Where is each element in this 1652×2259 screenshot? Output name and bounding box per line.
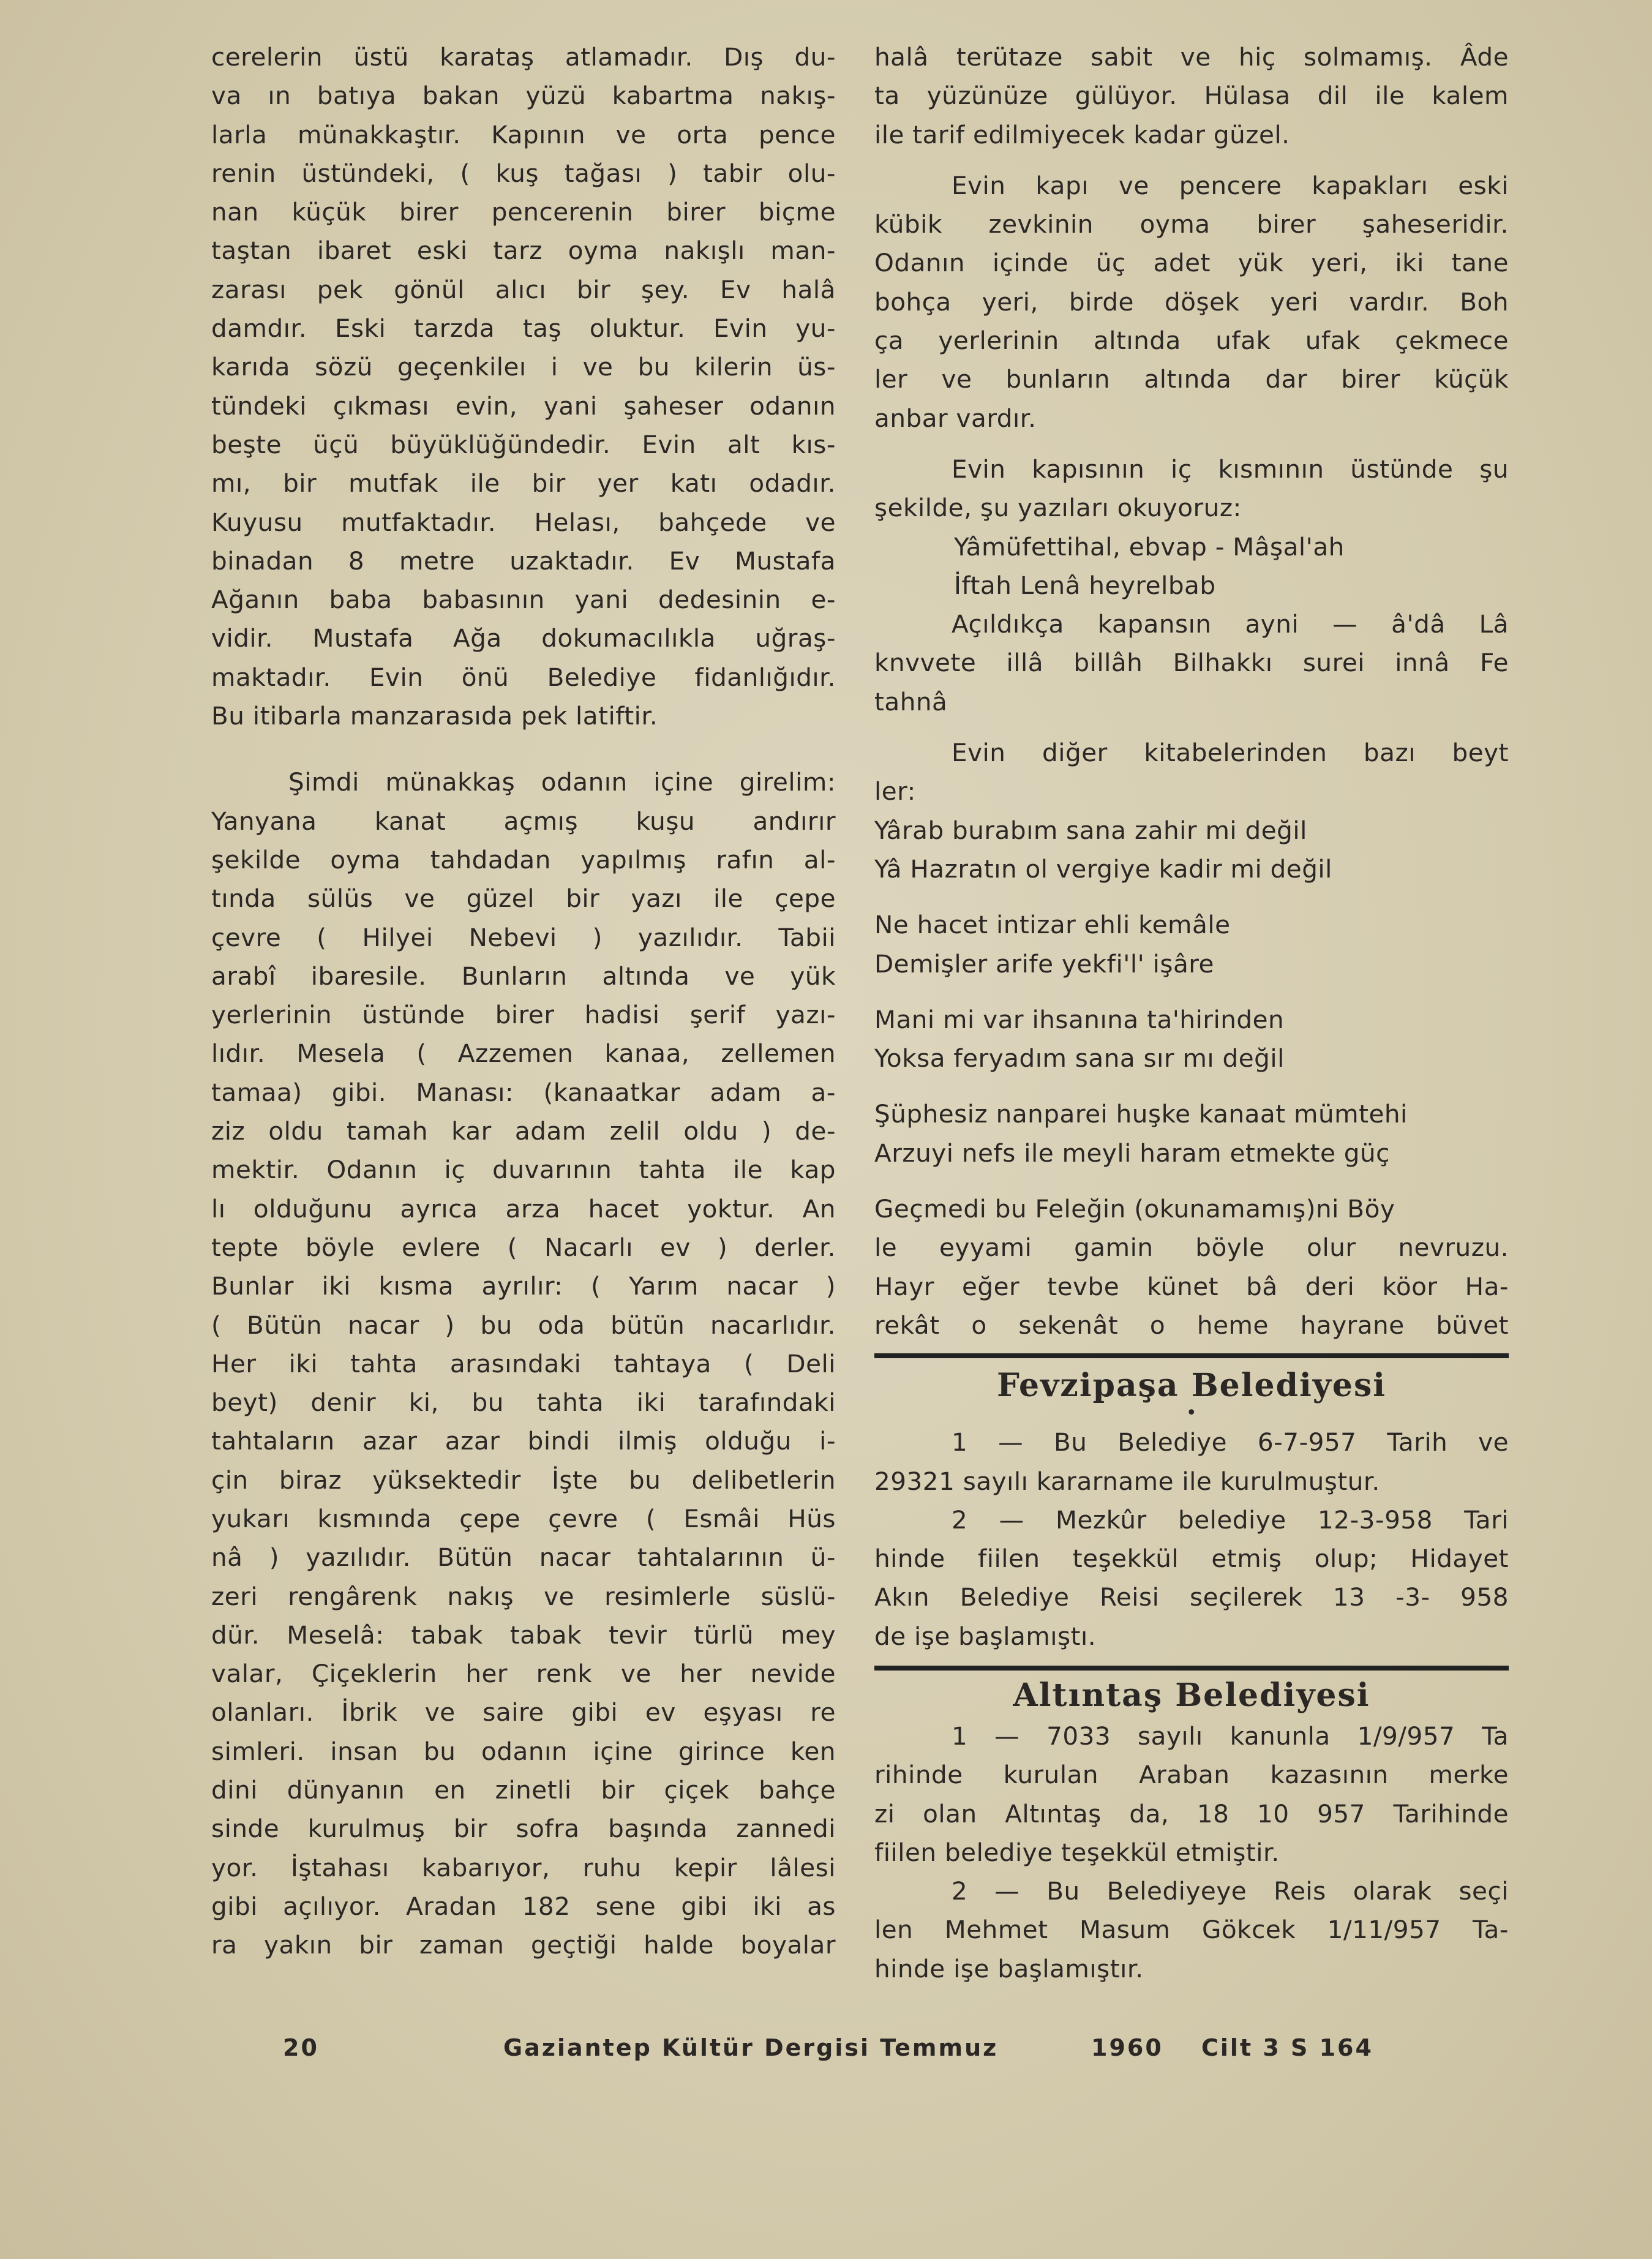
right-column — [874, 38, 1509, 1988]
text-line: beşte üçü büyüklüğündedir. Evin alt kıs- — [211, 429, 836, 459]
text-line: larla münakkaştır. Kapının ve orta pence — [211, 119, 836, 149]
text-line: kübik zevkinin oyma birer şaheseridir. — [874, 209, 1509, 239]
text-line: Evin kapısının iç kısmının üstünde şu — [952, 454, 1509, 484]
inscription-line: İftah Lenâ heyrelbab — [954, 570, 1216, 600]
right-paragraph-1 — [874, 38, 1509, 167]
text-line: taştan ibaret eski tarz oyma nakışlı man- — [211, 236, 836, 266]
door-inscription — [874, 528, 1509, 606]
text-line: knvvete illâ billâh Bilhakkı surei innâ Fe — [874, 648, 1509, 678]
verse-stanza — [874, 1095, 1509, 1173]
left-paragraph-2 — [211, 763, 836, 1964]
text-line: Evin diğer kitabelerinden bazı beyt — [952, 738, 1509, 768]
text-line: dür. Meselâ: tabak tabak tevir türlü mey — [211, 1620, 836, 1650]
verse-line: Hayr eğer tevbe künet bâ deri köor Ha- — [874, 1271, 1509, 1301]
text-line: ler ve bunların altında dar birer küçük — [874, 364, 1509, 394]
item-line: de işe başlamıştı. — [874, 1621, 1097, 1651]
text-line: Evin kapı ve pencere kapakları eski — [952, 170, 1509, 200]
left-paragraph-1 — [211, 38, 836, 735]
item-line: 2 — Mezkûr belediye 12-3-958 Tari — [952, 1505, 1509, 1535]
item-line: len Mehmet Masum Gökcek 1/11/957 Ta- — [874, 1915, 1509, 1945]
text-line: ler: — [874, 776, 916, 806]
text-line: ziz oldu tamah kar adam zelil oldu ) de- — [211, 1116, 836, 1146]
text-line: anbar vardır. — [874, 403, 1037, 433]
text-line: yor. İştahası kabarıyor, ruhu kepir lâlesi — [211, 1852, 836, 1882]
journal-name: Gaziantep Kültür Dergisi Temmuz — [503, 2034, 999, 2061]
page-footer — [283, 2034, 1397, 2061]
fevzipasa-items — [874, 1423, 1509, 1656]
left-column — [211, 38, 836, 1965]
text-line: Açıldıkça kapansın ayni — â'dâ Lâ — [952, 609, 1509, 639]
text-line: şekilde, şu yazıları okuyoruz: — [874, 493, 1242, 523]
verse-line: Yârab burabım sana zahir mi değil — [874, 815, 1307, 845]
text-line: Yanyana kanat açmış kuşu andırır — [211, 806, 836, 836]
verse-line: rekât o sekenât o heme hayrane büvet — [874, 1310, 1509, 1340]
bullet-dot: • — [1185, 1402, 1198, 1424]
text-line: cerelerin üstü karataş atlamadır. Dış du- — [211, 42, 836, 72]
verse-line: Şüphesiz nanparei huşke kanaat mümtehi — [874, 1099, 1408, 1129]
text-line: ile tarif edilmiyecek kadar güzel. — [874, 119, 1290, 149]
page-number: 20 — [283, 2034, 319, 2061]
text-line: Ağanın baba babasının yani dedesinin e- — [211, 585, 836, 615]
section-item — [874, 1717, 1509, 1872]
verse-line: Yoksa feryadım sana sır mı değil — [874, 1043, 1285, 1073]
item-line: rihinde kurulan Araban kazasının merke — [874, 1760, 1509, 1790]
text-line: Kuyusu mutfaktadır. Helası, bahçede ve — [211, 507, 836, 537]
section-item — [874, 1501, 1509, 1656]
text-line: mektir. Odanın iç duvarının tahta ile kap — [211, 1155, 836, 1185]
item-line: zi olan Altıntaş da, 18 10 957 Tarihinde — [874, 1799, 1509, 1829]
text-line: tündeki çıkması evin, yani şaheser odanın — [211, 391, 836, 421]
verse-stanza — [874, 1190, 1509, 1345]
text-line: nâ ) yazılıdır. Bütün nacar tahtalarının ü- — [211, 1543, 836, 1573]
footer-year: 1960 — [1091, 2034, 1163, 2061]
text-line: lı olduğunu ayrıca arza hacet yoktur. An — [211, 1193, 836, 1223]
text-line: Şimdi münakkaş odanın içine girelim: — [288, 767, 836, 797]
verse-stanza — [874, 1001, 1509, 1078]
verse-stanza — [874, 906, 1509, 983]
text-line: ( Bütün nacar ) bu oda bütün nacarlıdır. — [211, 1310, 836, 1340]
item-line: hinde işe başlamıştır. — [874, 1953, 1144, 1983]
section-title-altintas: Altıntaş Belediyesi — [1013, 1676, 1370, 1714]
text-line: tahtaların azar azar bindi ilmiş olduğu i- — [211, 1426, 836, 1456]
text-line: karıda sözü geçenkileı i ve bu kilerin üs- — [211, 352, 836, 382]
item-line: 2 — Bu Belediyeye Reis olarak seçi — [952, 1876, 1509, 1906]
text-line: Odanın içinde üç adet yük yeri, iki tane — [874, 248, 1509, 278]
item-line: 29321 sayılı kararname ile kurulmuştur. — [874, 1466, 1380, 1496]
section-divider — [874, 1353, 1509, 1358]
text-line: binadan 8 metre uzaktadır. Ev Mustafa — [211, 546, 836, 576]
text-line: mı, bir mutfak ile bir yer katı odadır. — [211, 468, 836, 498]
text-line: halâ terütaze sabit ve hiç solmamış. Âde — [874, 42, 1509, 72]
text-line: ra yakın bir zaman geçtiği halde boyalar — [211, 1930, 836, 1960]
text-line: bohça yeri, birde döşek yeri vardır. Boh — [874, 287, 1509, 317]
text-line: maktadır. Evin önü Belediye fidanlığıdır. — [211, 662, 836, 692]
text-line: tamaa) gibi. Manası: (kanaatkar adam a- — [211, 1077, 836, 1107]
verse-line: Yâ Hazratın ol vergiye kadir mi değil — [874, 854, 1332, 884]
text-line: tepte böyle evlere ( Nacarlı ev ) derler. — [211, 1232, 836, 1262]
text-line: ça yerlerinin altında ufak ufak çekmece — [874, 326, 1509, 356]
text-line: tında sülüs ve güzel bir yazı ile çepe — [211, 884, 836, 914]
text-line: renin üstündeki, ( kuş tağası ) tabir olu- — [211, 158, 836, 188]
verse-line: Arzuyi nefs ile meyli haram etmekte güç — [874, 1138, 1390, 1168]
text-line: yukarı kısmında çepe çevre ( Esmâi Hüs — [211, 1503, 836, 1533]
item-line: 1 — 7033 sayılı kanunla 1/9/957 Ta — [952, 1721, 1509, 1751]
right-paragraph-3 — [874, 450, 1509, 528]
text-line: şekilde oyma tahdadan yapılmış rafın al- — [211, 844, 836, 874]
text-line: Her iki tahta arasındaki tahtaya ( Deli — [211, 1348, 836, 1378]
verse-line: Ne hacet intizar ehli kemâle — [874, 910, 1231, 940]
item-line: 1 — Bu Belediye 6-7-957 Tarih ve — [952, 1427, 1509, 1457]
text-line: çevre ( Hilyei Nebevi ) yazılıdır. Tabii — [211, 922, 836, 952]
right-paragraph-2 — [874, 167, 1509, 450]
text-line: nan küçük birer pencerenin birer biçme — [211, 197, 836, 227]
text-line: ta yüzünüze gülüyor. Hülasa dil ile kalem — [874, 81, 1509, 111]
section-divider — [874, 1666, 1509, 1671]
item-line: fiilen belediye teşekkül etmiştir. — [874, 1837, 1280, 1867]
footer-volume: Cilt 3 S 164 — [1201, 2034, 1373, 2061]
text-line: çin biraz yüksektedir İşte bu delibetlerin — [211, 1465, 836, 1495]
text-line: Bunlar iki kısma ayrılır: ( Yarım nacar ) — [211, 1271, 836, 1301]
verses — [874, 811, 1509, 1345]
inscription-line: Yâmüfettihal, ebvap - Mâşal'ah — [954, 532, 1345, 562]
item-line: hinde fiilen teşekkül etmiş olup; Hidayet — [874, 1544, 1509, 1574]
verse-line: Geçmedi bu Feleğin (okunamamış)ni Böy — [874, 1194, 1395, 1224]
text-line: tahnâ — [874, 686, 948, 716]
text-line: olanları. İbrik ve saire gibi ev eşyası re — [211, 1697, 836, 1727]
text-line: zeri rengârenk nakış ve resimlerle süslü- — [211, 1581, 836, 1611]
text-line: zarası pek gönül alıcı bir şey. Ev halâ — [211, 274, 836, 304]
text-line: damdır. Eski tarzda taş oluktur. Evin yu- — [211, 314, 836, 344]
text-line: vidir. Mustafa Ağa dokumacılıkla uğraş- — [211, 623, 836, 653]
verse-line: le eyyami gamin böyle olur nevruzu. — [874, 1233, 1509, 1263]
text-line: Bu itibarla manzarasıda pek latiftir. — [211, 701, 658, 731]
section-item — [874, 1872, 1509, 1988]
item-line: Akın Belediye Reisi seçilerek 13 -3- 958 — [874, 1582, 1509, 1612]
section-item — [874, 1423, 1509, 1501]
section-title-fevzipasa: Fevzipaşa Belediyesi — [996, 1367, 1387, 1405]
text-line: yerlerinin üstünde birer hadisi şerif yazı- — [211, 1000, 836, 1030]
altintas-items — [874, 1717, 1509, 1988]
verse-stanza — [874, 811, 1509, 889]
text-line: lıdır. Mesela ( Azzemen kanaa, zellemen — [211, 1039, 836, 1069]
text-line: va ın batıya bakan yüzü kabartma nakış- — [211, 81, 836, 111]
text-line: valar, Çiçeklerin her renk ve her nevide — [211, 1659, 836, 1689]
verse-line: Mani mi var ihsanına ta'hirinden — [874, 1004, 1285, 1034]
right-paragraph-4 — [874, 605, 1509, 734]
verse-line: Demişler arife yekfi'l' işâre — [874, 949, 1214, 979]
text-line: sinde kurulmuş bir sofra başında zannedi — [211, 1814, 836, 1844]
text-line: arabî ibaresile. Bunların altında ve yük — [211, 961, 836, 991]
right-paragraph-5 — [874, 734, 1509, 811]
text-line: simleri. insan bu odanın içine girince ken — [211, 1736, 836, 1766]
text-line: beyt) denir ki, bu tahta iki tarafındaki — [211, 1388, 836, 1418]
text-line: gibi açılıyor. Aradan 182 sene gibi iki as — [211, 1891, 836, 1921]
text-line: dini dünyanın en zinetli bir çiçek bahçe — [211, 1775, 836, 1805]
